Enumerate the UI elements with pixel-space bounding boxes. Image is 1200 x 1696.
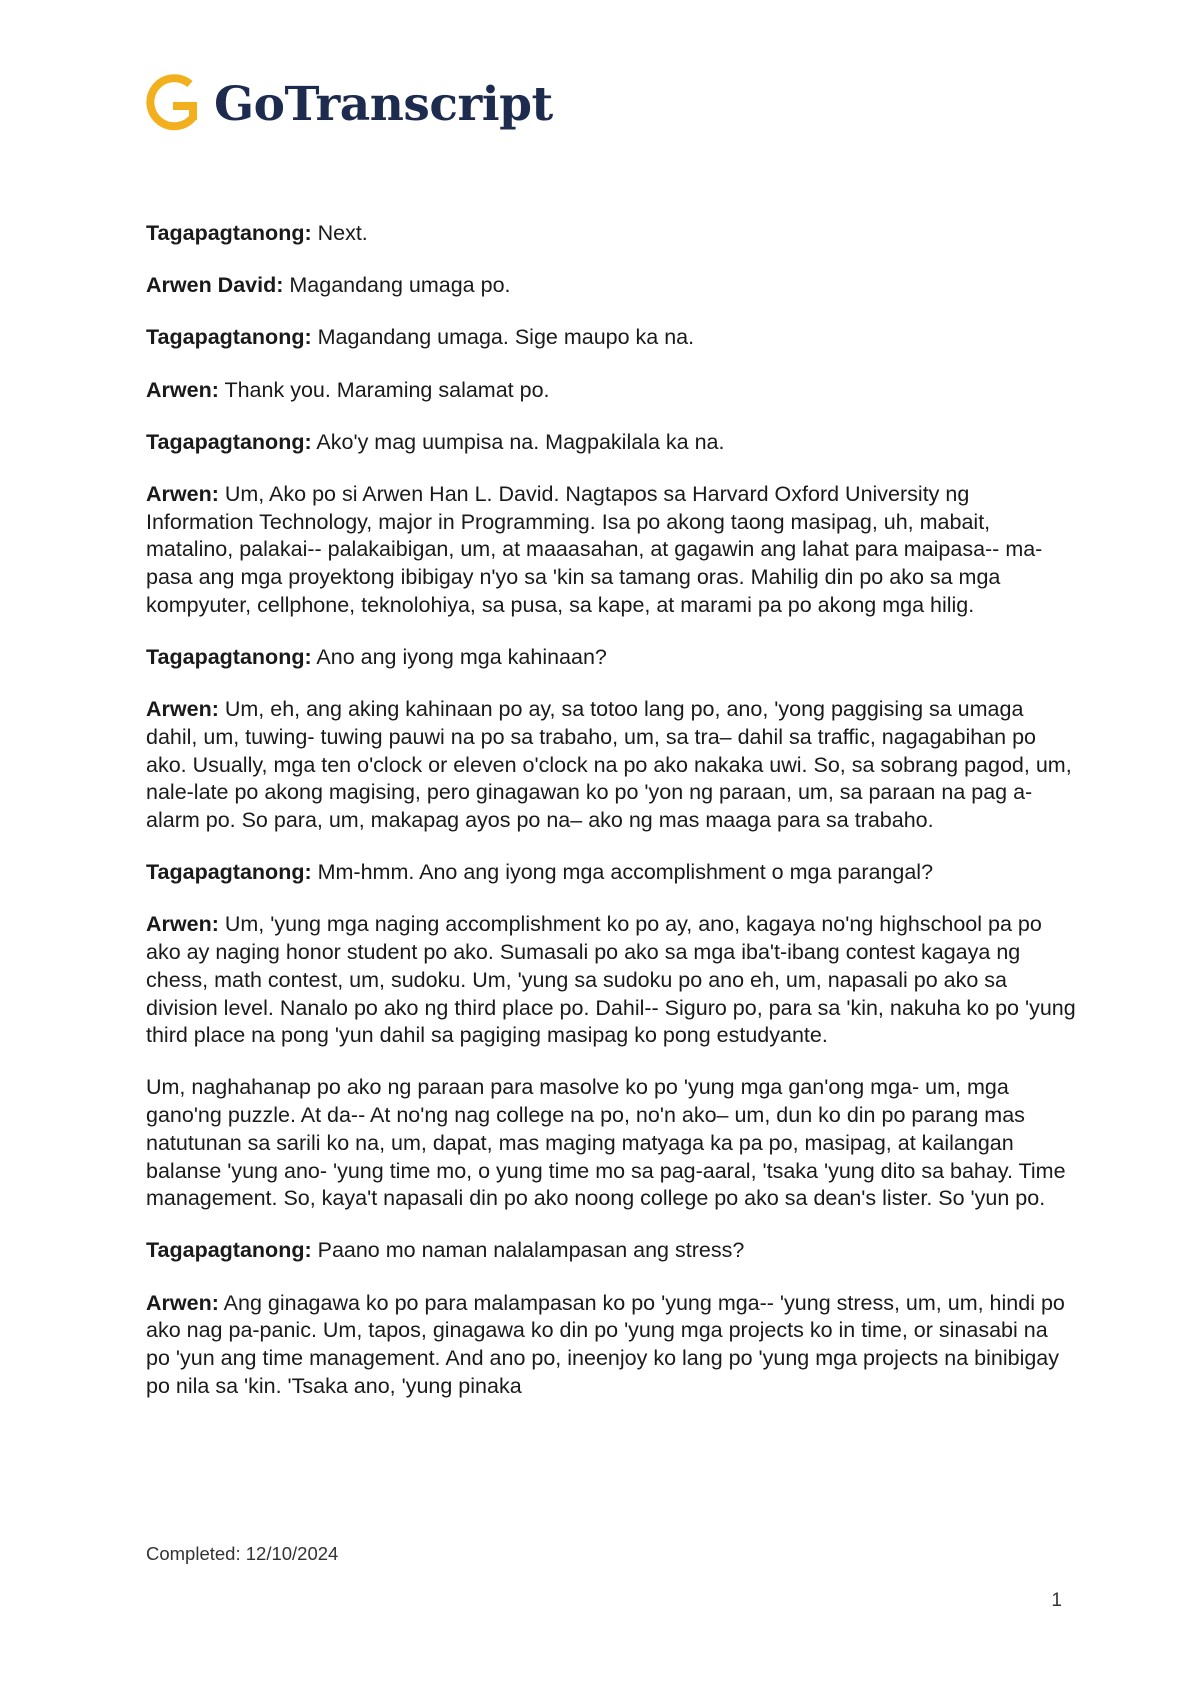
utterance-text: Um, Ako po si Arwen Han L. David. Nagtapos sa Harvard Oxford University ng Information Technology, major in Programming. Isa po akong taong masipag, uh, mabait, matalino, palakai-- palakaibigan, um, at maaasahan, at gagawin ang lahat para maipasa-- ma-pasa ang mga proyektong ibibigay n'yo sa 'kin sa tamang oras. Mahilig din po ako sa mga kompyuter, cellphone, teknolohiya, sa pusa, sa kape, at marami pa po akong mga hilig.	[146, 482, 1043, 617]
utterance-text: Next.	[311, 221, 368, 245]
transcript-entry	[146, 911, 1076, 1050]
utterance-text: Ano ang iyong mga kahinaan?	[311, 645, 607, 670]
completed-date: Completed: 12/10/2024	[146, 1543, 339, 1564]
transcript-entry	[146, 324, 1076, 352]
speaker-label: Arwen David:	[146, 273, 284, 298]
speaker-label: Tagapagtanong:	[146, 860, 312, 885]
transcript-entry	[146, 859, 1076, 887]
transcript-entry	[146, 1290, 1076, 1401]
speaker-label: Tagapagtanong:	[146, 645, 312, 670]
transcript-body	[146, 220, 1076, 1425]
transcript-entry	[146, 429, 1076, 457]
speaker-label: Arwen:	[146, 1290, 219, 1315]
speaker-label: Arwen:	[146, 377, 219, 402]
speaker-label: Arwen:	[146, 912, 219, 937]
brand-name: GoTranscript	[214, 76, 553, 132]
utterance-text: Ang ginagawa ko po para malampasan ko po 'yung mga-- 'yung stress, um, um, hindi po ako nag pa-panic. Um, tapos, ginagawa ko din po 'yung mga projects ko in time, or sinasabi na po 'yun ang time management. And ano po, ineenjoy ko lang po 'yung mga projects na binibigay po nila sa 'kin. 'Tsaka ano, 'yung pinaka	[146, 1290, 1065, 1398]
utterance-text: Um, eh, ang aking kahinaan po ay, sa totoo lang po, ano, 'yong paggising sa umaga dahil, um, tuwing- tuwing pauwi na po sa trabaho, um, sa tra– dahil sa traffic, nagagabihan po ako. Usually, mga ten o'clock or eleven o'clock na po ako nakaka uwi. So, sa sobrang pagod, um, nale-late po akong magising, pero ginagawan ko po 'yon ng paraan, um, sa paraan na pag a-alarm po. So para, um, makapag ayos po na– ako ng mas maaga para sa trabaho.	[146, 697, 1072, 833]
speaker-label: Tagapagtanong:	[146, 221, 312, 245]
page-number: 1	[1051, 1590, 1062, 1611]
utterance-text: Um, naghahanap po ako ng paraan para masolve ko po 'yung mga gan'ong mga- um, mga gano'ng puzzle. At da-- At no'ng nag college na po, no'n ako– um, dun ko din po parang mas natutunan sa sarili ko na, um, dapat, mas maging matyaga ka pa po, masipag, at kailangan balanse 'yung ano- 'yung time mo, o yung time mo sa pag-aaral, 'tsaka 'yung dito sa bahay. Time management. So, kaya't napasali din po ako noong college po ako sa dean's lister. So 'yun po.	[146, 1075, 1066, 1211]
utterance-text: Magandang umaga po.	[283, 273, 511, 298]
transcript-entry	[146, 1237, 1076, 1265]
transcript-entry	[146, 272, 1076, 300]
speaker-label: Tagapagtanong:	[146, 325, 312, 350]
transcript-entry	[146, 644, 1076, 672]
transcript-entry	[146, 481, 1076, 620]
utterance-text: Mm-hmm. Ano ang iyong mga accomplishment o mga parangal?	[311, 860, 934, 885]
transcript-entry	[146, 377, 1076, 405]
transcript-entry	[146, 696, 1076, 835]
speaker-label: Arwen:	[146, 697, 219, 722]
utterance-text: Um, 'yung mga naging accomplishment ko po ay, ano, kagaya no'ng highschool pa po ako ay naging honor student po ako. Sumasali po ako sa mga iba't-ibang contest kagaya ng chess, math contest, um, sudoku. Um, 'yung sa sudoku po ano eh, um, napasali po ako sa division level. Nanalo po ako ng third place po. Dahil-- Siguro po, para sa 'kin, nakuha ko po 'yung third place na pong 'yun dahil sa pagiging masipag ko pong estudyante.	[146, 912, 1076, 1048]
utterance-text: Ako'y mag uumpisa na. Magpakilala ka na.	[311, 429, 725, 454]
gotranscript-g-logo-icon	[146, 72, 204, 136]
utterance-text: Thank you. Maraming salamat po.	[218, 377, 550, 402]
transcript-entry	[146, 220, 1076, 248]
speaker-label: Tagapagtanong:	[146, 429, 312, 454]
utterance-text: Magandang umaga. Sige maupo ka na.	[311, 325, 695, 350]
speaker-label: Arwen:	[146, 482, 219, 507]
utterance-text: Paano mo naman nalalampasan ang stress?	[311, 1238, 745, 1263]
brand-logo	[146, 72, 553, 136]
transcript-entry-continuation	[146, 1074, 1076, 1213]
speaker-label: Tagapagtanong:	[146, 1238, 312, 1263]
